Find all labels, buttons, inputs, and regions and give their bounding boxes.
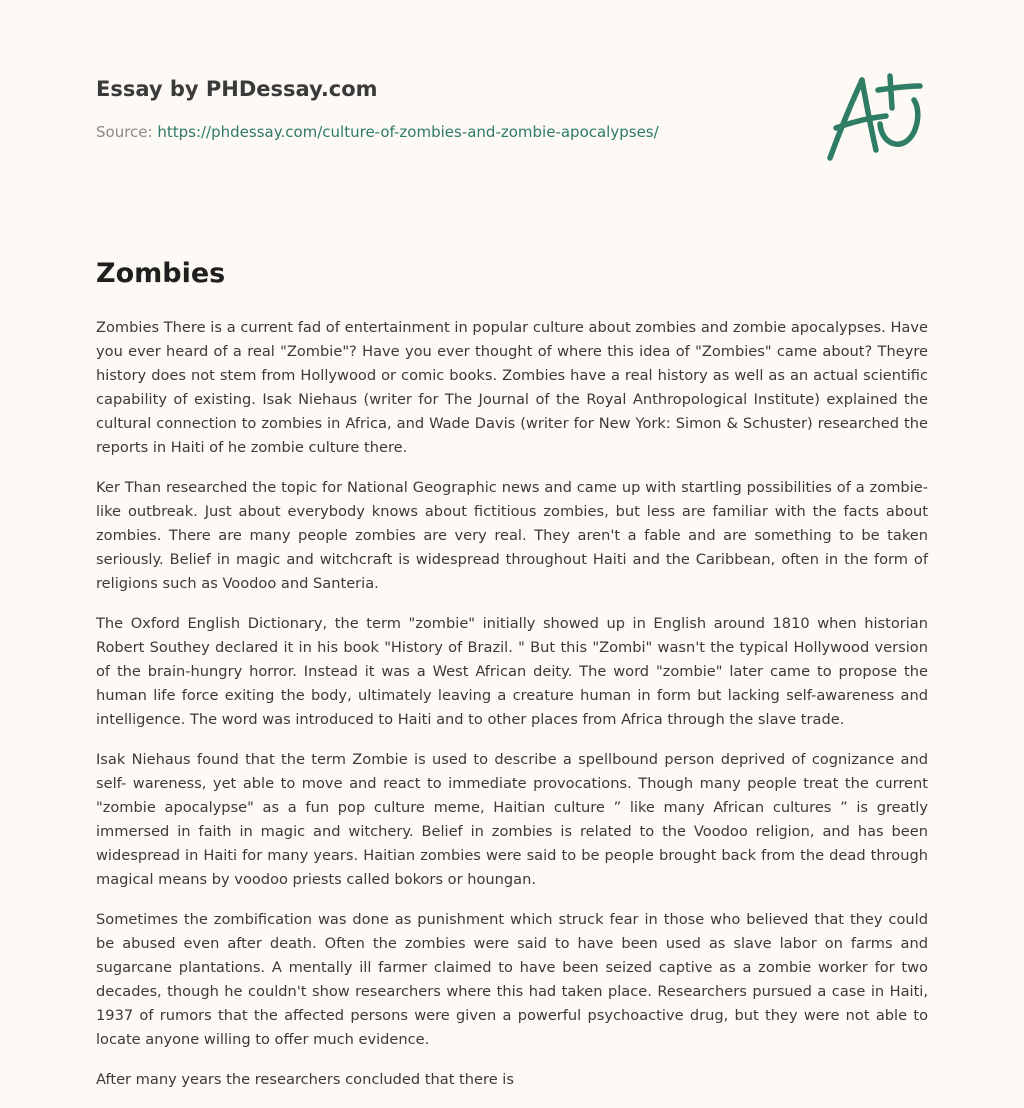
paragraph: Sometimes the zombification was done as punishment which struck fear in those who believed that they could be abused even after death. Often the zombies were said to have been used as slave labor on farms and sugarcane plantations. A mentally ill farmer claimed to have been seized captive as a zombie worker for two decades, though he couldn't show researchers where this had taken place. Researchers pursued a case in Haiti, 1937 of rumors that the affected persons were given a powerful psychoactive drug, but they were not able to locate anyone willing to offer much evidence. xyxy=(96,911,928,1048)
paragraph: Ker Than researched the topic for National Geographic news and came up with startling possibilities of a zombie-like outbreak. Just about everybody knows about fictitious zombies, but less are familiar with the facts about zombies. There are many people zombies are very real. They aren't a fable and are something to be taken seriously. Belief in magic and witchcraft is widespread throughout Haiti and the Caribbean, often in the form of religions such as Voodoo and Santeria. xyxy=(96,479,928,592)
source-line xyxy=(96,122,736,142)
paragraph: After many years the researchers concluded that there is xyxy=(96,1071,514,1088)
paragraph: Isak Niehaus found that the term Zombie is used to describe a spellbound person deprived of cognizance and self- wareness, yet able to move and react to immediate provocations. Though many people treat the current "zombie apocalypse" as a fun pop culture meme, Haitian culture ” like many African cultures ” is greatly immersed in faith in magic and witchery. Belief in zombies is related to the Voodoo religion, and has been widespread in Haiti for many years. Haitian zombies were said to be people brought back from the dead through magical means by voodoo priests called bokors or houngan. xyxy=(96,751,928,888)
page-header xyxy=(96,74,736,142)
essay-title: Zombies xyxy=(96,258,226,289)
a-plus-logo-icon xyxy=(820,66,928,166)
source-label: Source: xyxy=(96,123,158,141)
essay-body xyxy=(96,316,928,1108)
paragraph: The Oxford English Dictionary, the term "zombie" initially showed up in English around 1810 when historian Robert Southey declared it in his book "History of Brazil. " But this "Zombi" wasn't the typical Hollywood version of the brain-hungry horror. Instead it was a West African deity. The word "zombie" later came to propose the human life force exiting the body, ultimately leaving a creature human in form but lacking self-awareness and intelligence. The word was introduced to Haiti and to other places from Africa through the slave trade. xyxy=(96,615,928,728)
site-title: Essay by PHDessay.com xyxy=(96,77,378,101)
paragraph: Zombies There is a current fad of entertainment in popular culture about zombies and zombie apocalypses. Have you ever heard of a real "Zombie"? Have you ever thought of where this idea of "Zombies" came about? Theyre history does not stem from Hollywood or comic books. Zombies have a real history as well as an actual scientific capability of existing. Isak Niehaus (writer for The Journal of the Royal Anthropological Institute) explained the cultural connection to zombies in Africa, and Wade Davis (writer for New York: Simon & Schuster) researched the reports in Haiti of he zombie culture there. xyxy=(96,319,928,456)
source-link[interactable]: https://phdessay.com/culture-of-zombies-and-zombie-apocalypses/ xyxy=(157,123,659,141)
